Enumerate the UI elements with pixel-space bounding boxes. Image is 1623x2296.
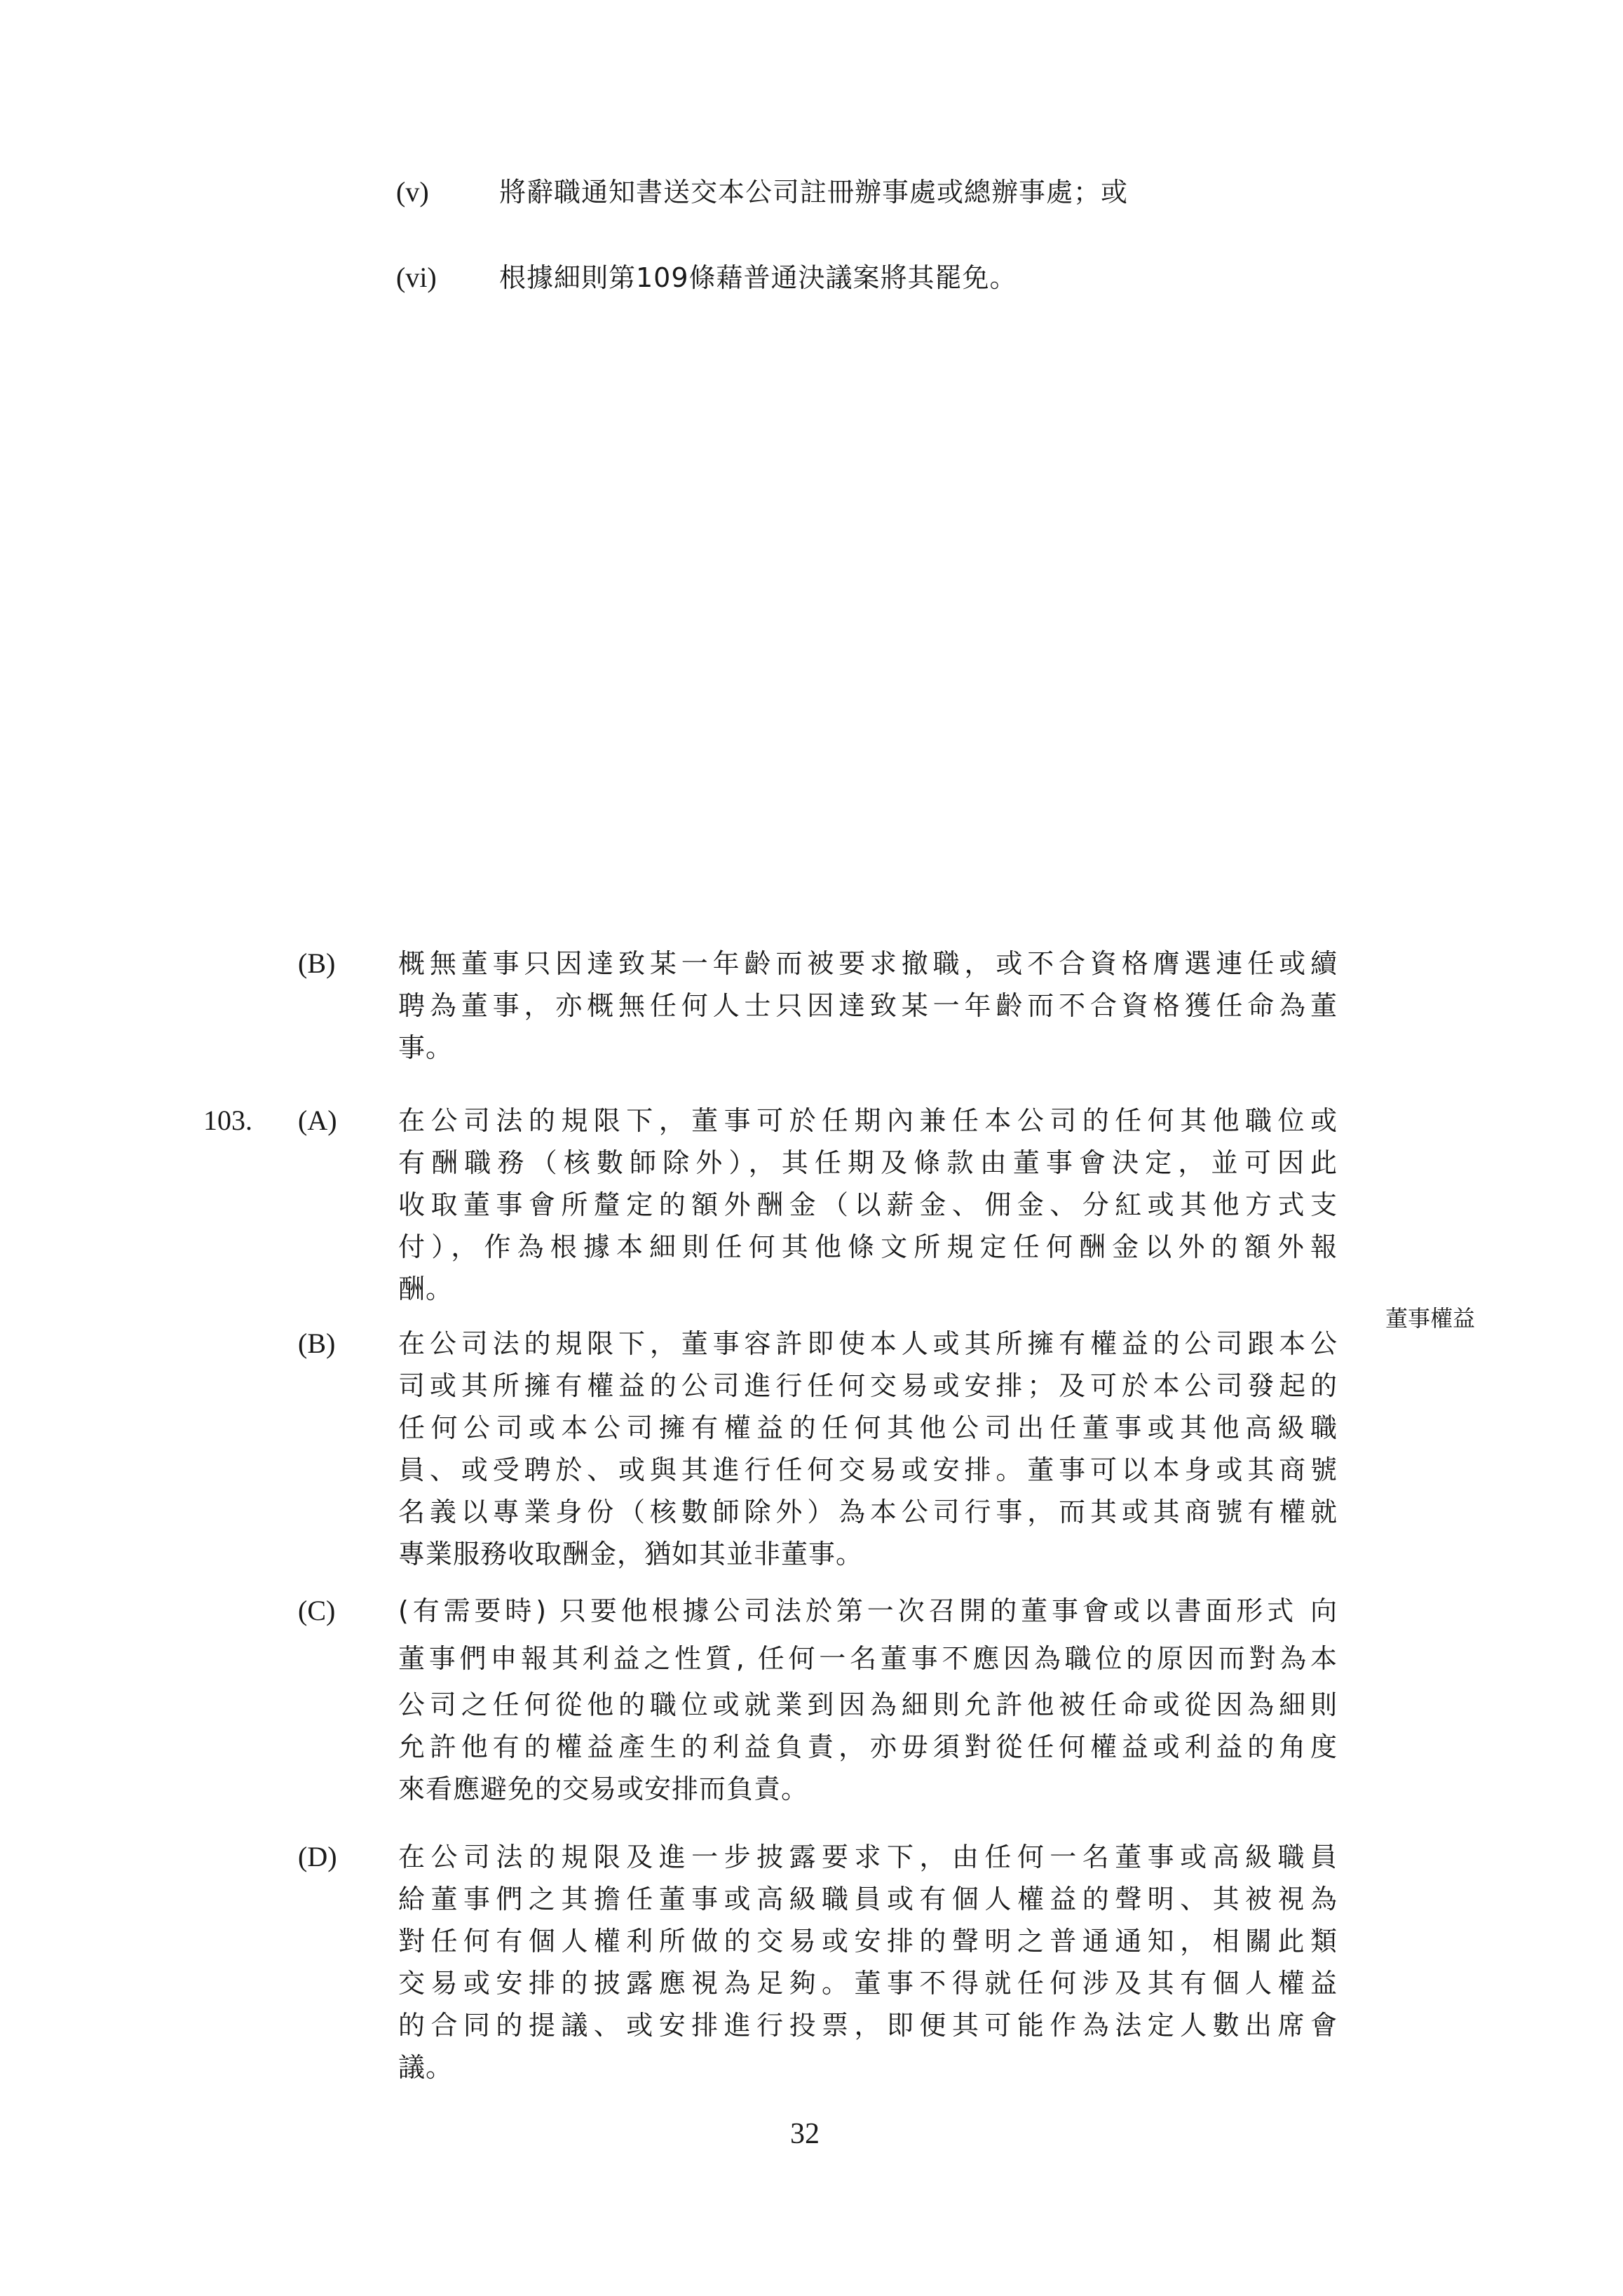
- paragraph-line: 對任何有個人權利所做的交易或安排的聲明之普通通知，相關此類: [398, 1926, 1338, 1957]
- paragraph-line: 任何公司或本公司擁有權益的任何其他公司出任董事或其他高級職: [398, 1412, 1338, 1443]
- item-103c-label: (C): [298, 1595, 336, 1626]
- paragraph-line: 概無董事只因達致某一年齡而被要求撤職，或不合資格膺選連任或續: [398, 948, 1338, 979]
- paragraph-line: 在公司法的規限及進一步披露要求下，由任何一名董事或高級職員: [398, 1842, 1338, 1872]
- paragraph-line: 在公司法的規限下，董事可於任期內兼任本公司的任何其他職位或: [398, 1105, 1338, 1136]
- paragraph-line: 來看應避免的交易或安排而負責。: [398, 1774, 809, 1804]
- item-v-label: (v): [396, 176, 429, 208]
- paragraph-line: 事。: [398, 1032, 454, 1063]
- item-vi-line: 根據細則第109條藉普通決議案將其罷免。: [499, 262, 1017, 293]
- paragraph-line: 聘為董事，亦概無任何人士只因達致某一年齡而不合資格獲任命為董: [398, 990, 1338, 1021]
- paragraph-line: 名義以專業身份（核數師除外）為本公司行事，而其或其商號有權就: [398, 1497, 1338, 1527]
- paragraph-line: 議。: [398, 2052, 454, 2083]
- paragraph-line: 收取董事會所釐定的額外酬金（以薪金、佣金、分紅或其他方式支: [398, 1189, 1338, 1220]
- paragraph-line: 專業服務收取酬金，猶如其並非董事。: [398, 1539, 864, 1569]
- article-103-number: 103.: [203, 1105, 252, 1136]
- item-103d-text: [398, 1836, 1338, 2088]
- paragraph-line: 的合同的提議、或安排進行投票，即便其可能作為法定人數出席會: [398, 2010, 1338, 2041]
- paragraph-line: 給董事們之其擔任董事或高級職員或有個人權益的聲明、其被視為: [398, 1884, 1338, 1915]
- item-103a-label: (A): [298, 1105, 337, 1136]
- item-103b-label: (B): [298, 1328, 336, 1359]
- paragraph-line: 司或其所擁有權益的公司進行任何交易或安排；及可於本公司發起的: [398, 1370, 1338, 1401]
- paragraph-line: 交易或安排的披露應視為足夠。董事不得就任何涉及其有個人權益: [398, 1968, 1338, 1999]
- item-103b-text: [398, 1323, 1338, 1575]
- paragraph-line: 有酬職務（核數師除外），其任期及條款由董事會決定，並可因此: [398, 1147, 1338, 1178]
- item-vi-label: (vi): [396, 262, 437, 293]
- item-b-age-label: (B): [298, 947, 336, 979]
- page-number: 32: [790, 2118, 820, 2150]
- item-103d-label: (D): [298, 1841, 337, 1872]
- paragraph-line: 公司之任何從他的職位或就業到因為細則允許他被任命或從因為細則: [398, 1689, 1338, 1720]
- item-103a-text: [398, 1100, 1338, 1310]
- item-b-age-text: [398, 943, 1338, 1069]
- item-v-text: [499, 171, 1128, 213]
- paragraph-line: 在公司法的規限下，董事容許即使本人或其所擁有權益的公司跟本公: [398, 1328, 1338, 1359]
- paragraph-line: 酬。: [398, 1274, 454, 1304]
- item-vi-text: [499, 257, 1017, 299]
- paragraph-line: 付），作為根據本細則任何其他條文所規定任何酬金以外的額外報: [398, 1231, 1338, 1262]
- paragraph-line: 員、或受聘於、或與其進行任何交易或安排。董事可以本身或其商號: [398, 1454, 1338, 1485]
- paragraph-line: 允許他有的權益產生的利益負責，亦毋須對從任何權益或利益的角度: [398, 1731, 1338, 1762]
- paragraph-line: (有需要時) 只要他根據公司法於第一次召開的董事會或以書面形式 向: [398, 1595, 1338, 1626]
- margin-note: 董事權益: [1385, 1305, 1476, 1332]
- paragraph-line: 董事們申報其利益之性質, 任何一名董事不應因為職位的原因而對為本: [398, 1643, 1338, 1674]
- item-103c-text: [398, 1590, 1338, 1810]
- item-v-line: 將辭職通知書送交本公司註冊辦事處或總辦事處；或: [499, 177, 1129, 208]
